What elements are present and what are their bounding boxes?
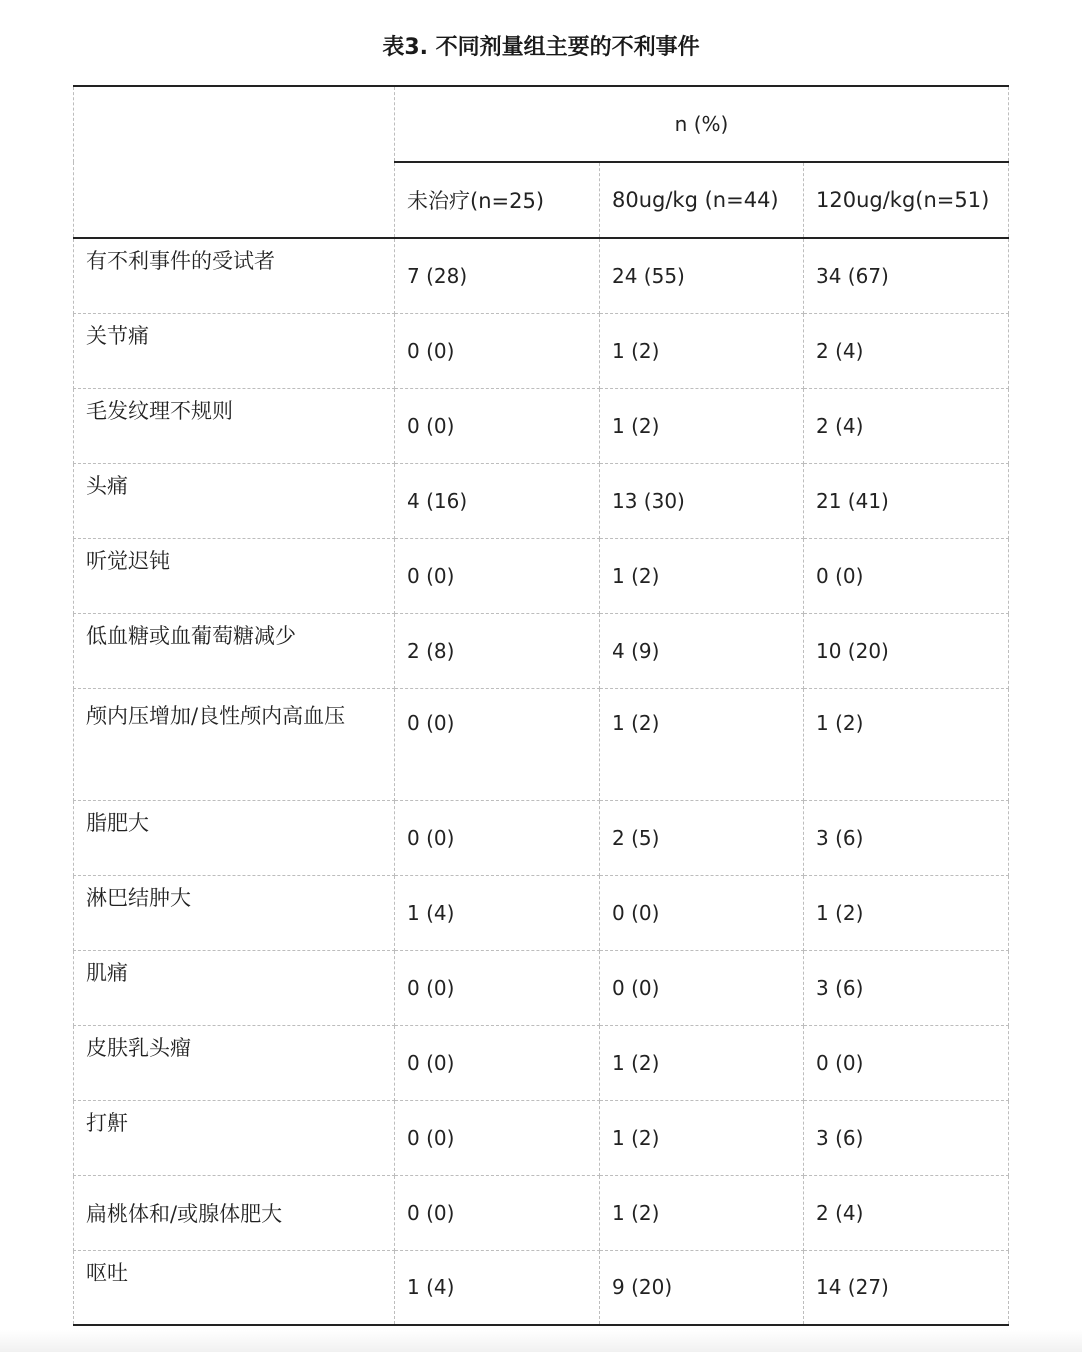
row-label: 扁桃体和/或腺体肥大: [74, 1175, 395, 1250]
cell-120: 0 (0): [804, 538, 1009, 613]
cell-120: 21 (41): [804, 463, 1009, 538]
row-label: 听觉迟钝: [74, 538, 395, 613]
cell-80: 1 (2): [600, 388, 804, 463]
cell-120: 34 (67): [804, 238, 1009, 313]
cell-80: 1 (2): [600, 1175, 804, 1250]
cell-80: 0 (0): [600, 875, 804, 950]
cell-untreated: 0 (0): [395, 950, 600, 1025]
cell-untreated: 0 (0): [395, 313, 600, 388]
adverse-events-table: [73, 85, 1009, 1326]
cell-80: 24 (55): [600, 238, 804, 313]
cell-untreated: 1 (4): [395, 875, 600, 950]
row-label: 淋巴结肿大: [74, 875, 395, 950]
cell-120: 1 (2): [804, 688, 1009, 800]
table-row: [74, 613, 1009, 688]
row-label: 皮肤乳头瘤: [74, 1025, 395, 1100]
row-label: 毛发纹理不规则: [74, 388, 395, 463]
row-label: 有不利事件的受试者: [74, 238, 395, 313]
cell-120: 1 (2): [804, 875, 1009, 950]
column-n: (n=25): [470, 189, 545, 213]
row-label: 脂肥大: [74, 800, 395, 875]
row-label: 打鼾: [74, 1100, 395, 1175]
table-row: [74, 950, 1009, 1025]
row-label: 肌痛: [74, 950, 395, 1025]
table-row: [74, 313, 1009, 388]
cell-untreated: 7 (28): [395, 238, 600, 313]
cell-120: 10 (20): [804, 613, 1009, 688]
cell-80: 1 (2): [600, 1025, 804, 1100]
row-label: 呕吐: [74, 1250, 395, 1325]
cell-untreated: 2 (8): [395, 613, 600, 688]
cell-untreated: 0 (0): [395, 1025, 600, 1100]
cell-untreated: 0 (0): [395, 388, 600, 463]
cell-untreated: 4 (16): [395, 463, 600, 538]
cell-80: 13 (30): [600, 463, 804, 538]
table-row: [74, 1175, 1009, 1250]
row-label: 关节痛: [74, 313, 395, 388]
column-n: (n=44): [697, 188, 779, 212]
cell-80: 2 (5): [600, 800, 804, 875]
row-label: 头痛: [74, 463, 395, 538]
table-row: [74, 800, 1009, 875]
header-row-group: [74, 86, 1009, 162]
table-row: [74, 1025, 1009, 1100]
column-header-80: [600, 162, 804, 238]
cell-120: 0 (0): [804, 1025, 1009, 1100]
cell-80: 4 (9): [600, 613, 804, 688]
cell-80: 1 (2): [600, 538, 804, 613]
table-row: [74, 388, 1009, 463]
cell-untreated: 0 (0): [395, 688, 600, 800]
table-row: [74, 463, 1009, 538]
cell-120: 3 (6): [804, 950, 1009, 1025]
cell-untreated: 0 (0): [395, 538, 600, 613]
header-corner-cell: [74, 86, 395, 238]
cell-untreated: 0 (0): [395, 1100, 600, 1175]
cell-120: 2 (4): [804, 1175, 1009, 1250]
cell-120: 2 (4): [804, 313, 1009, 388]
column-name: 120ug/kg: [816, 188, 916, 212]
cell-untreated: 1 (4): [395, 1250, 600, 1325]
cell-120: 3 (6): [804, 800, 1009, 875]
column-name: 未治疗: [407, 189, 470, 213]
table-row: [74, 875, 1009, 950]
cell-80: 1 (2): [600, 313, 804, 388]
cell-80: 9 (20): [600, 1250, 804, 1325]
cell-80: 1 (2): [600, 1100, 804, 1175]
column-header-120: [804, 162, 1009, 238]
cell-80: 1 (2): [600, 688, 804, 800]
row-label: 颅内压增加/良性颅内高血压: [74, 688, 395, 800]
table-title: 表3. 不同剂量组主要的不利事件: [382, 35, 700, 60]
table-row: [74, 1250, 1009, 1325]
page-bottom-edge: [0, 1330, 1082, 1352]
group-header: n (%): [395, 86, 1009, 162]
row-label: 低血糖或血葡萄糖减少: [74, 613, 395, 688]
table-row: [74, 238, 1009, 313]
cell-120: 3 (6): [804, 1100, 1009, 1175]
column-name: 80ug/kg: [612, 188, 698, 212]
cell-120: 14 (27): [804, 1250, 1009, 1325]
cell-untreated: 0 (0): [395, 1175, 600, 1250]
column-n: (n=51): [915, 188, 990, 212]
table-row: [74, 688, 1009, 800]
cell-120: 2 (4): [804, 388, 1009, 463]
table-row: [74, 538, 1009, 613]
cell-untreated: 0 (0): [395, 800, 600, 875]
cell-80: 0 (0): [600, 950, 804, 1025]
table-row: [74, 1100, 1009, 1175]
column-header-untreated: [395, 162, 600, 238]
